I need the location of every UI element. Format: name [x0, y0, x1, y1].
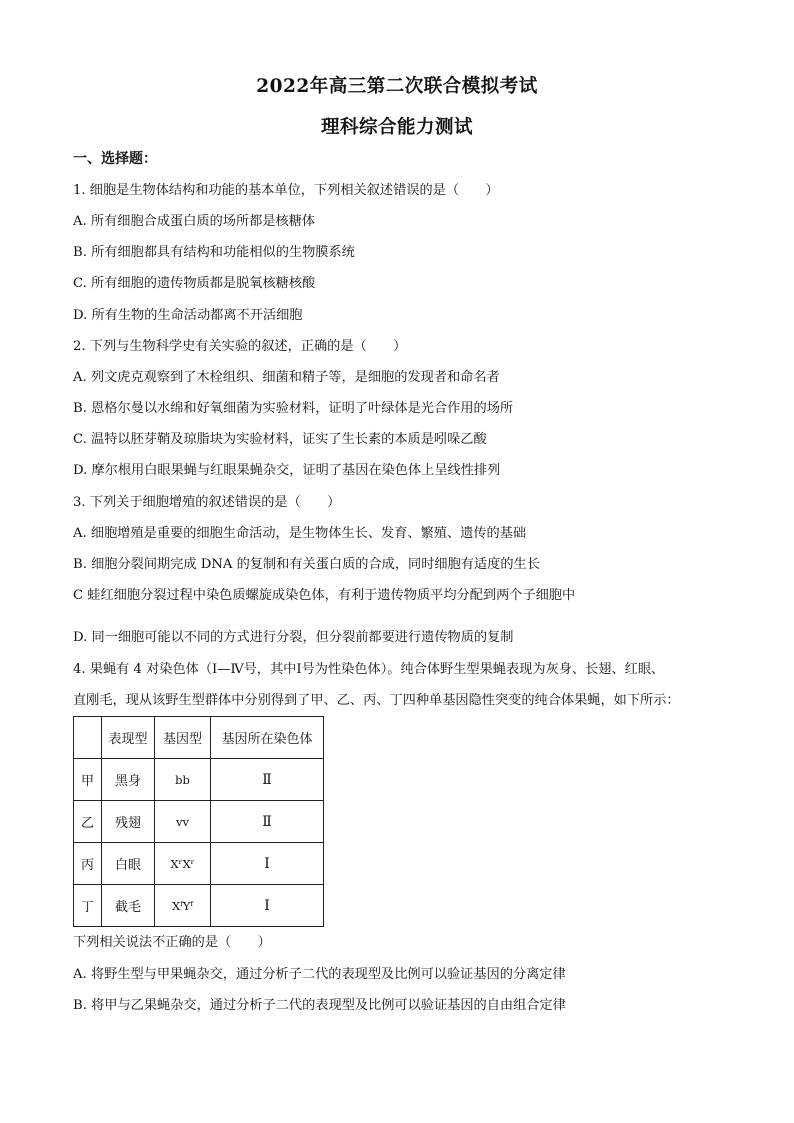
table-cell-strain: 丁 [74, 885, 102, 927]
q3-option-c: C 蛙红细胞分裂过程中染色质螺旋成染色体，有利于遗传物质平均分配到两个子细胞中 [73, 588, 576, 603]
table-header-genotype: 基因型 [155, 717, 211, 759]
table-row [74, 801, 324, 843]
q2-stem: 2. 下列与生物科学史有关实验的叙述，正确的是（ ） [73, 339, 407, 354]
q1-stem: 1. 细胞是生物体结构和功能的基本单位，下列相关叙述错误的是（ ） [73, 183, 499, 198]
q3-stem: 3. 下列关于细胞增殖的叙述错误的是（ ） [73, 495, 341, 510]
q1-option-b: B. 所有细胞都具有结构和功能相似的生物膜系统 [73, 245, 355, 260]
table-header-cell [74, 717, 102, 759]
section-heading: 一、选择题： [73, 151, 157, 167]
table-cell-genotype: XʳXʳ [155, 843, 211, 885]
q4-option-b: B. 将甲与乙果蝇杂交，通过分析子二代的表现型及比例可以验证基因的自由组合定律 [73, 998, 566, 1013]
table-row [74, 843, 324, 885]
exam-title: 2022年高三第二次联合模拟考试 [256, 76, 538, 97]
q3-option-b: B. 细胞分裂间期完成 DNA 的复制和有关蛋白质的合成，同时细胞有适度的生长 [73, 557, 540, 572]
q2-option-c: C. 温特以胚芽鞘及琼脂块为实验材料，证实了生长素的本质是吲哚乙酸 [73, 432, 487, 447]
table-cell-phenotype: 黑身 [102, 759, 155, 801]
gene-table [73, 716, 324, 927]
q2-option-d: D. 摩尔根用白眼果蝇与红眼果蝇杂交，证明了基因在染色体上呈线性排列 [73, 463, 501, 478]
table-cell-phenotype: 残翅 [102, 801, 155, 843]
table-cell-phenotype: 白眼 [102, 843, 155, 885]
table-row [74, 759, 324, 801]
exam-subtitle: 理科综合能力测试 [320, 117, 473, 138]
q4-option-a: A. 将野生型与甲果蝇杂交，通过分析子二代的表现型及比例可以验证基因的分离定律 [73, 967, 566, 982]
table-cell-genotype: vv [155, 801, 211, 843]
table-cell-phenotype: 截毛 [102, 885, 155, 927]
q4-question: 下列相关说法不正确的是（ ） [73, 935, 271, 950]
table-cell-chromosome: Ⅰ [211, 885, 324, 927]
table-cell-genotype: bb [155, 759, 211, 801]
q3-option-a: A. 细胞增殖是重要的细胞生命活动，是生物体生长、发育、繁殖、遗传的基础 [73, 526, 527, 541]
table-header-phenotype: 表现型 [102, 717, 155, 759]
q2-option-b: B. 恩格尔曼以水绵和好氧细菌为实验材料，证明了叶绿体是光合作用的场所 [73, 401, 514, 416]
q3-option-d: D. 同一细胞可能以不同的方式进行分裂，但分裂前都要进行遗传物质的复制 [73, 630, 514, 645]
table-row [74, 885, 324, 927]
table-cell-chromosome: Ⅱ [211, 801, 324, 843]
table-cell-strain: 乙 [74, 801, 102, 843]
table-header-chromosome: 基因所在染色体 [211, 717, 324, 759]
q1-option-a: A. 所有细胞合成蛋白质的场所都是核糖体 [73, 214, 316, 229]
table-cell-strain: 丙 [74, 843, 102, 885]
table-cell-strain: 甲 [74, 759, 102, 801]
gene-table-header-row [74, 717, 324, 759]
q1-option-d: D. 所有生物的生命活动都离不开活细胞 [73, 308, 303, 323]
q4-stem-line2: 直刚毛，现从该野生型群体中分别得到了甲、乙、丙、丁四种单基因隐性突变的纯合体果蝇，如下所示： [73, 693, 680, 708]
q2-option-a: A. 列文虎克观察到了木栓组织、细菌和精子等，是细胞的发现者和命名者 [73, 370, 500, 385]
table-cell-chromosome: Ⅰ [211, 843, 324, 885]
q4-stem-line1: 4. 果蝇有 4 对染色体（Ⅰ—Ⅳ号，其中Ⅰ号为性染色体）。纯合体野生型果蝇表现为灰身、长翅、红眼、 [73, 662, 665, 677]
q1-option-c: C. 所有细胞的遗传物质都是脱氧核糖核酸 [73, 276, 316, 291]
table-cell-genotype: XᶠYᶠ [155, 885, 211, 927]
table-cell-chromosome: Ⅱ [211, 759, 324, 801]
